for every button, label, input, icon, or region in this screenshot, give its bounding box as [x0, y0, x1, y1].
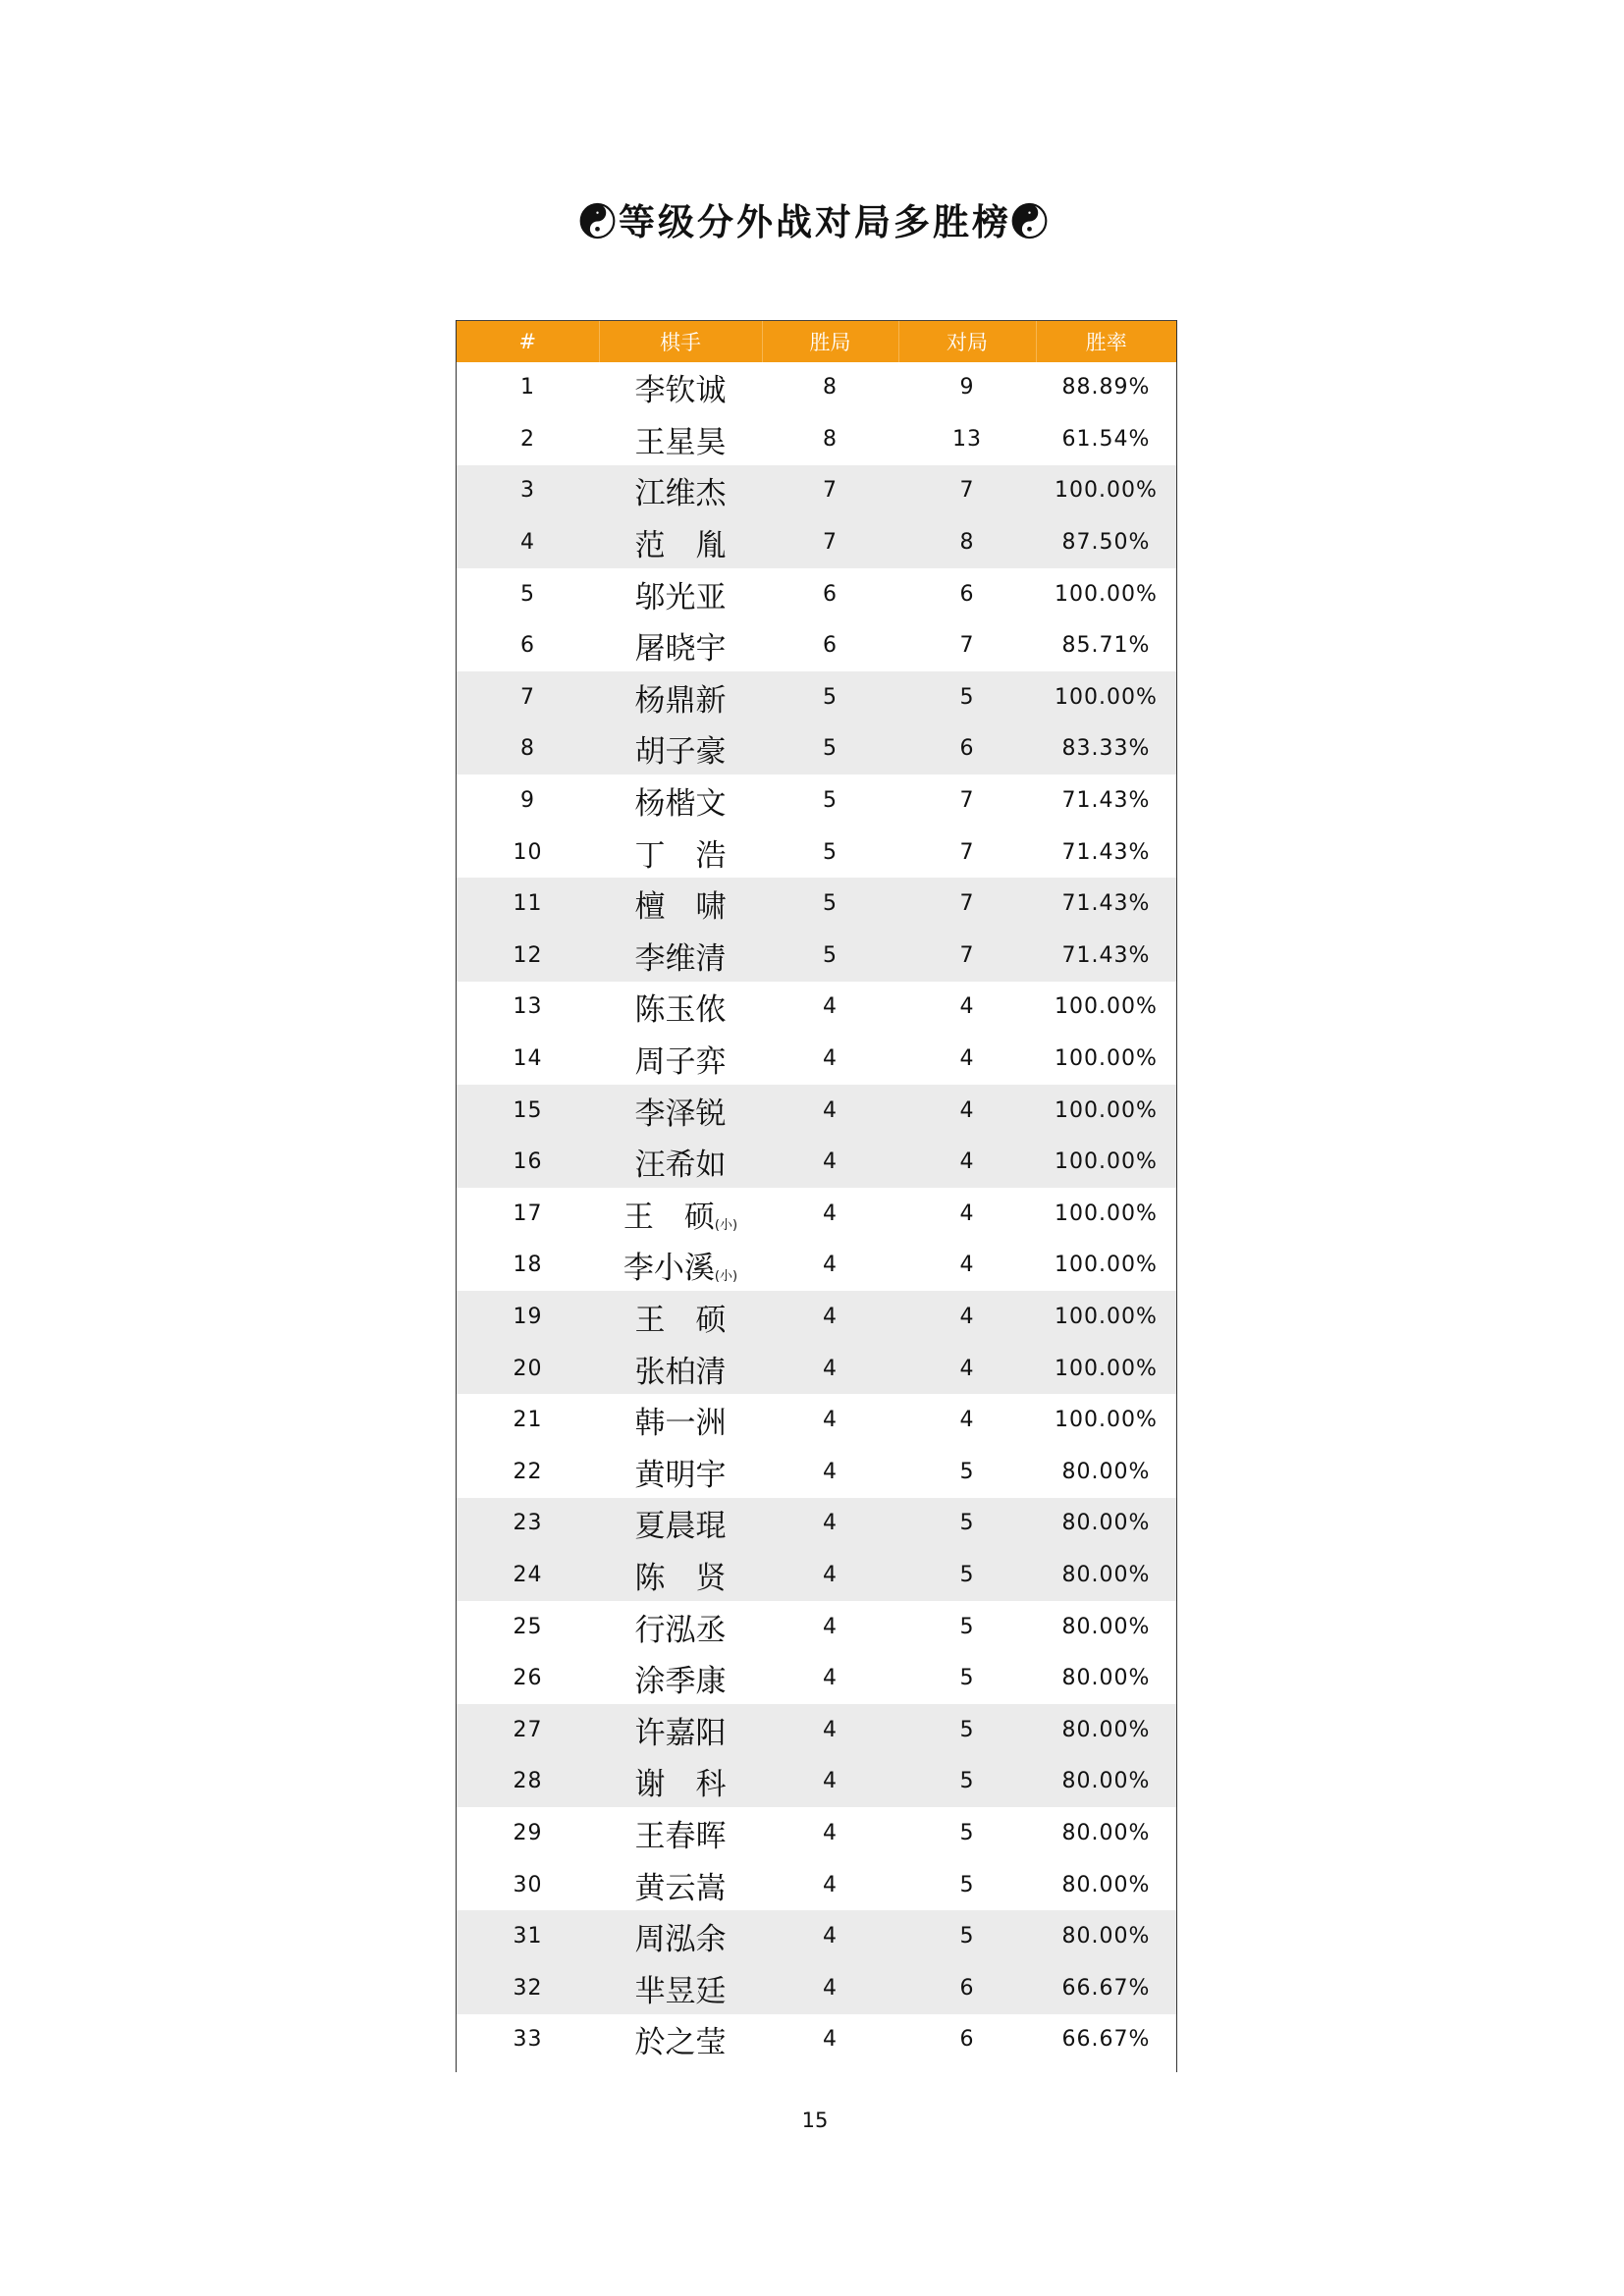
games-cell: 5 [959, 1924, 975, 1949]
player-name: 夏晨琨 [634, 1509, 727, 1545]
table-row [457, 671, 1176, 723]
table-row [457, 723, 1176, 775]
wins-cell: 4 [823, 1614, 838, 1639]
player-name: 谢 科 [634, 1767, 727, 1803]
player-name-cell [599, 413, 762, 465]
table-row [457, 1549, 1176, 1601]
games-cell: 7 [959, 633, 975, 659]
player-name-cell [599, 930, 762, 982]
win-rate-cell: 71.43% [1061, 891, 1151, 917]
rank-cell: 28 [513, 1769, 543, 1794]
wins-cell: 4 [823, 1408, 838, 1433]
header-row [457, 321, 1176, 362]
wins-cell: 4 [823, 1820, 838, 1845]
wins-cell: 4 [823, 1459, 838, 1484]
player-name: 杨楷文 [634, 786, 727, 823]
rank-cell: 19 [513, 1304, 543, 1329]
player-name: 江维杰 [634, 476, 727, 512]
player-name: 周泓余 [634, 1922, 727, 1958]
win-rate-cell: 80.00% [1061, 1511, 1151, 1536]
table-row [457, 1188, 1176, 1240]
win-rate-cell: 100.00% [1055, 1304, 1158, 1329]
player-name-cell [599, 982, 762, 1034]
wins-cell: 5 [823, 736, 838, 762]
player-name-cell [599, 1446, 762, 1498]
games-cell: 5 [959, 1717, 975, 1742]
table-row [457, 1498, 1176, 1550]
wins-cell: 4 [823, 1975, 838, 2001]
win-rate-cell: 100.00% [1055, 1408, 1158, 1433]
table-row [457, 362, 1176, 414]
player-name: 陈玉侬 [634, 992, 727, 1029]
rank-cell: 14 [513, 1046, 543, 1072]
player-name-note: (小) [714, 1217, 738, 1233]
rank-cell: 13 [513, 994, 543, 1020]
win-rate-cell: 88.89% [1061, 375, 1151, 400]
rank-cell: 8 [520, 736, 535, 762]
games-cell: 5 [959, 1614, 975, 1639]
page-title: ☯等级分外战对局多胜榜☯ [579, 200, 1051, 243]
player-name: 王 硕 [623, 1199, 715, 1235]
rank-cell: 30 [513, 1872, 543, 1897]
player-name: 王星昊 [634, 424, 727, 460]
rank-cell: 3 [520, 478, 535, 504]
player-name-cell [599, 878, 762, 930]
header-wins: 胜局 [762, 321, 898, 362]
rank-cell: 21 [513, 1408, 543, 1433]
win-rate-cell: 71.43% [1061, 839, 1151, 865]
table-header [457, 321, 1176, 362]
player-name-cell [599, 1343, 762, 1395]
header-win-rate: 胜率 [1036, 321, 1176, 362]
games-cell: 5 [959, 1562, 975, 1587]
wins-cell: 4 [823, 1562, 838, 1587]
table-row [457, 1910, 1176, 1962]
player-name: 许嘉阳 [634, 1715, 727, 1751]
player-name-cell [599, 1652, 762, 1704]
table-row [457, 774, 1176, 827]
rank-cell: 22 [513, 1459, 543, 1484]
win-rate-cell: 100.00% [1055, 1356, 1158, 1381]
games-cell: 4 [959, 1046, 975, 1072]
games-cell: 4 [959, 1304, 975, 1329]
win-rate-cell: 80.00% [1061, 1872, 1151, 1897]
rank-cell: 33 [513, 2027, 543, 2053]
player-name-cell [599, 1910, 762, 1962]
player-name-cell [599, 671, 762, 723]
win-leaderboard-table [456, 320, 1177, 2072]
win-rate-cell: 100.00% [1055, 1097, 1158, 1123]
player-name: 张柏清 [634, 1354, 727, 1390]
table-row [457, 465, 1176, 517]
player-name-cell [599, 774, 762, 827]
games-cell: 5 [959, 1820, 975, 1845]
wins-cell: 4 [823, 1511, 838, 1536]
rank-cell: 10 [513, 839, 543, 865]
table-row [457, 1240, 1176, 1292]
games-cell: 4 [959, 1356, 975, 1381]
player-name-cell [599, 1033, 762, 1085]
win-rate-cell: 100.00% [1055, 1046, 1158, 1072]
page-number: 15 [801, 2109, 829, 2132]
win-rate-cell: 80.00% [1061, 1769, 1151, 1794]
player-name: 行泓丞 [634, 1612, 727, 1648]
games-cell: 5 [959, 1666, 975, 1691]
table-row [457, 619, 1176, 671]
wins-cell: 4 [823, 1356, 838, 1381]
player-name-cell [599, 1136, 762, 1188]
games-cell: 4 [959, 1253, 975, 1278]
player-name: 杨鼎新 [634, 682, 727, 719]
player-name-cell [599, 1394, 762, 1446]
wins-cell: 5 [823, 942, 838, 968]
rank-cell: 4 [520, 530, 535, 556]
table-row [457, 982, 1176, 1034]
games-cell: 9 [959, 375, 975, 400]
player-name-cell [599, 1601, 762, 1653]
wins-cell: 7 [823, 530, 838, 556]
wins-cell: 4 [823, 1769, 838, 1794]
win-rate-cell: 80.00% [1061, 1717, 1151, 1742]
player-name-cell [599, 1498, 762, 1550]
games-cell: 6 [959, 2027, 975, 2053]
games-cell: 13 [952, 426, 982, 452]
games-cell: 4 [959, 1408, 975, 1433]
wins-cell: 4 [823, 1717, 838, 1742]
player-name: 芈昱廷 [634, 1973, 727, 2009]
games-cell: 5 [959, 1459, 975, 1484]
win-rate-cell: 100.00% [1055, 994, 1158, 1020]
player-name: 丁 浩 [634, 837, 727, 874]
games-cell: 8 [959, 530, 975, 556]
wins-cell: 5 [823, 891, 838, 917]
player-name: 王春晖 [634, 1818, 727, 1854]
header-player: 棋手 [599, 321, 762, 362]
wins-cell: 4 [823, 1046, 838, 1072]
games-cell: 5 [959, 1769, 975, 1794]
player-name-cell [599, 1240, 762, 1292]
wins-cell: 4 [823, 1304, 838, 1329]
table-row [457, 827, 1176, 879]
win-rate-cell: 66.67% [1061, 1975, 1151, 2001]
win-rate-cell: 80.00% [1061, 1614, 1151, 1639]
games-cell: 7 [959, 942, 975, 968]
player-name-cell [599, 619, 762, 671]
wins-cell: 5 [823, 839, 838, 865]
player-name-cell [599, 1291, 762, 1343]
wins-cell: 5 [823, 684, 838, 710]
player-name: 黄明宇 [634, 1457, 727, 1493]
player-name: 韩一洲 [634, 1406, 727, 1442]
player-name: 李小溪 [623, 1251, 715, 1287]
player-name-cell [599, 568, 762, 620]
player-name-cell [599, 1962, 762, 2014]
wins-cell: 4 [823, 2027, 838, 2053]
win-rate-cell: 71.43% [1061, 788, 1151, 814]
player-name-cell [599, 1085, 762, 1137]
rank-cell: 2 [520, 426, 535, 452]
games-cell: 5 [959, 684, 975, 710]
rank-cell: 6 [520, 633, 535, 659]
games-cell: 7 [959, 839, 975, 865]
table-row [457, 1962, 1176, 2014]
player-name-cell [599, 723, 762, 775]
table-row [457, 930, 1176, 982]
table-row [457, 1859, 1176, 1911]
win-rate-cell: 85.71% [1061, 633, 1151, 659]
table-row [457, 516, 1176, 568]
wins-cell: 4 [823, 994, 838, 1020]
table-row [457, 1394, 1176, 1446]
win-rate-cell: 100.00% [1055, 1201, 1158, 1226]
header-games: 对局 [898, 321, 1036, 362]
games-cell: 4 [959, 1201, 975, 1226]
win-rate-cell: 100.00% [1055, 684, 1158, 710]
player-name: 胡子豪 [634, 734, 727, 771]
rank-cell: 23 [513, 1511, 543, 1536]
table-row [457, 1601, 1176, 1653]
rank-cell: 11 [513, 891, 543, 917]
win-rate-cell: 100.00% [1055, 581, 1158, 607]
table-row [457, 2014, 1176, 2066]
table-row [457, 1652, 1176, 1704]
rank-cell: 9 [520, 788, 535, 814]
player-name-cell [599, 1756, 762, 1808]
player-name: 周子弈 [634, 1044, 727, 1081]
rank-cell: 26 [513, 1666, 543, 1691]
header-rank: # [457, 321, 599, 362]
rank-cell: 18 [513, 1253, 543, 1278]
rank-cell: 12 [513, 942, 543, 968]
win-rate-cell: 80.00% [1061, 1562, 1151, 1587]
player-name-cell [599, 516, 762, 568]
player-name-cell [599, 1188, 762, 1240]
rank-cell: 20 [513, 1356, 543, 1381]
player-name: 黄云嵩 [634, 1870, 727, 1906]
player-name: 於之莹 [634, 2025, 727, 2061]
wins-cell: 4 [823, 1149, 838, 1175]
wins-cell: 6 [823, 581, 838, 607]
win-rate-cell: 80.00% [1061, 1459, 1151, 1484]
player-name-cell [599, 362, 762, 414]
wins-cell: 4 [823, 1872, 838, 1897]
wins-cell: 7 [823, 478, 838, 504]
player-name-cell [599, 827, 762, 879]
player-name-cell [599, 1807, 762, 1859]
player-name: 陈 贤 [634, 1560, 727, 1596]
player-name: 李钦诚 [634, 373, 727, 409]
games-cell: 5 [959, 1872, 975, 1897]
player-name-note: (小) [714, 1269, 738, 1285]
games-cell: 6 [959, 1975, 975, 2001]
player-name: 屠晓宇 [634, 631, 727, 667]
games-cell: 6 [959, 581, 975, 607]
wins-cell: 5 [823, 788, 838, 814]
table-row [457, 1446, 1176, 1498]
player-name-cell [599, 465, 762, 517]
win-rate-cell: 66.67% [1061, 2027, 1151, 2053]
player-name: 涂季康 [634, 1664, 727, 1700]
table-row [457, 1291, 1176, 1343]
win-rate-cell: 80.00% [1061, 1820, 1151, 1845]
games-cell: 4 [959, 1149, 975, 1175]
win-rate-cell: 80.00% [1061, 1924, 1151, 1949]
rank-cell: 5 [520, 581, 535, 607]
player-name: 邬光亚 [634, 579, 727, 615]
rank-cell: 25 [513, 1614, 543, 1639]
player-name: 范 胤 [634, 528, 727, 564]
table-row [457, 1807, 1176, 1859]
player-name: 李泽锐 [634, 1095, 727, 1132]
table-row [457, 568, 1176, 620]
wins-cell: 4 [823, 1924, 838, 1949]
games-cell: 7 [959, 788, 975, 814]
rank-cell: 32 [513, 1975, 543, 2001]
player-name-cell [599, 1704, 762, 1756]
win-rate-cell: 100.00% [1055, 1149, 1158, 1175]
wins-cell: 4 [823, 1253, 838, 1278]
rank-cell: 15 [513, 1097, 543, 1123]
table-row [457, 1033, 1176, 1085]
win-rate-cell: 80.00% [1061, 1666, 1151, 1691]
wins-cell: 4 [823, 1201, 838, 1226]
win-rate-cell: 83.33% [1061, 736, 1151, 762]
games-cell: 6 [959, 736, 975, 762]
wins-cell: 4 [823, 1666, 838, 1691]
table-row [457, 878, 1176, 930]
rank-cell: 16 [513, 1149, 543, 1175]
rank-cell: 24 [513, 1562, 543, 1587]
wins-cell: 8 [823, 426, 838, 452]
player-name: 檀 啸 [634, 889, 727, 926]
rank-cell: 7 [520, 684, 535, 710]
games-cell: 4 [959, 994, 975, 1020]
rank-cell: 17 [513, 1201, 543, 1226]
rank-cell: 31 [513, 1924, 543, 1949]
games-cell: 7 [959, 891, 975, 917]
rank-cell: 1 [520, 375, 535, 400]
player-name-cell [599, 1549, 762, 1601]
games-cell: 4 [959, 1097, 975, 1123]
wins-cell: 4 [823, 1097, 838, 1123]
table-body [457, 362, 1176, 2066]
wins-cell: 8 [823, 375, 838, 400]
games-cell: 7 [959, 478, 975, 504]
games-cell: 5 [959, 1511, 975, 1536]
player-name: 汪希如 [634, 1148, 727, 1184]
player-name-cell [599, 2014, 762, 2066]
win-rate-cell: 100.00% [1055, 1253, 1158, 1278]
table-row [457, 413, 1176, 465]
player-name-cell [599, 1859, 762, 1911]
wins-cell: 6 [823, 633, 838, 659]
table-row [457, 1756, 1176, 1808]
rank-cell: 27 [513, 1717, 543, 1742]
win-rate-cell: 71.43% [1061, 942, 1151, 968]
table-row [457, 1136, 1176, 1188]
player-name: 王 硕 [634, 1302, 727, 1338]
table-row [457, 1704, 1176, 1756]
win-rate-cell: 100.00% [1055, 478, 1158, 504]
table-row [457, 1343, 1176, 1395]
rank-cell: 29 [513, 1820, 543, 1845]
win-rate-cell: 87.50% [1061, 530, 1151, 556]
table-row [457, 1085, 1176, 1137]
player-name: 李维清 [634, 940, 727, 977]
win-rate-cell: 61.54% [1061, 426, 1151, 452]
